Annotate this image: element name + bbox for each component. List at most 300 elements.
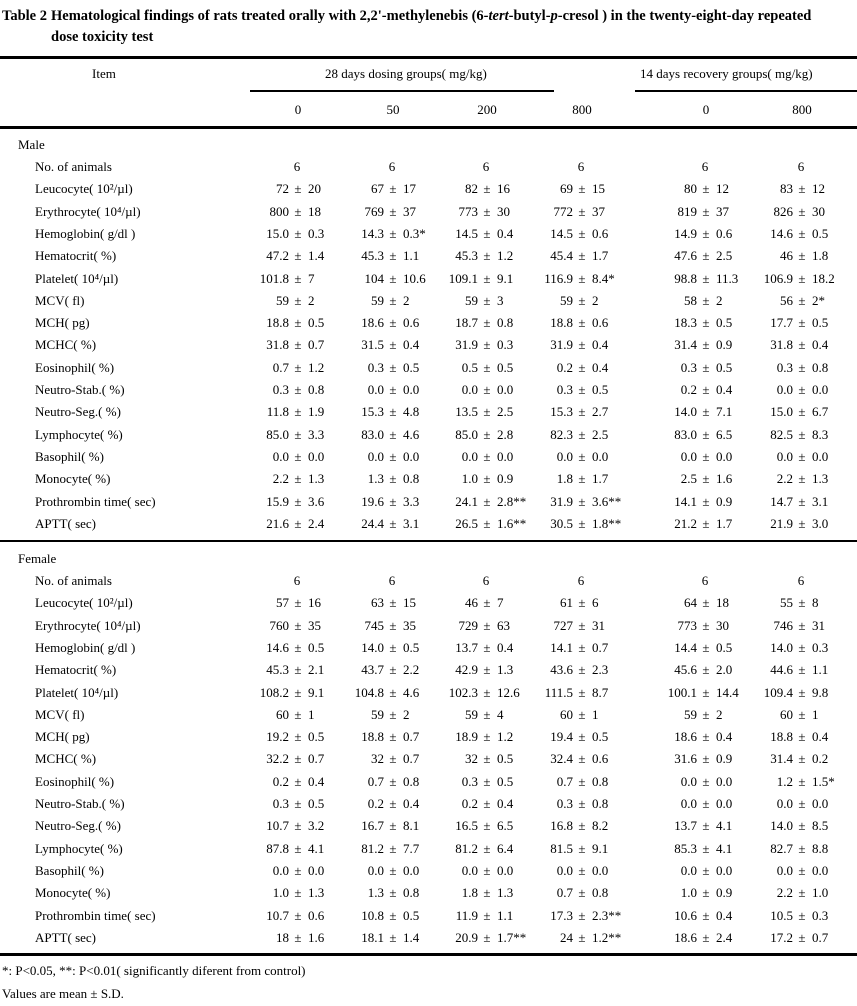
mean-value: 17.2 (770, 929, 793, 945)
sd-value: 0.4 (497, 796, 514, 811)
dose-column-header: 0 (294, 102, 302, 117)
plus-minus-symbol: ± (578, 885, 586, 901)
plus-minus-symbol: ± (294, 248, 302, 264)
table-row (0, 248, 857, 270)
table-cell (753, 640, 849, 662)
plus-minus-symbol: ± (702, 617, 710, 633)
sd-value: 0.8 (497, 315, 514, 331)
table-cell (249, 494, 345, 516)
plus-minus-symbol: ± (798, 818, 806, 834)
plus-minus-symbol: ± (798, 929, 806, 945)
sd-value: 37 (592, 203, 605, 219)
table-row (0, 404, 857, 426)
plus-minus-symbol: ± (702, 337, 710, 353)
row-item-label: Neutro-Stab.( %) (35, 796, 125, 811)
table-cell (344, 707, 440, 729)
mean-value: 18.6 (674, 729, 697, 745)
table-cell (657, 796, 753, 818)
table-cell (249, 204, 345, 226)
mean-value: 59 (371, 706, 384, 722)
sd-value: 4.1 (716, 818, 733, 834)
sd-value: 0.8 (592, 885, 609, 901)
mean-value: 43.6 (550, 662, 573, 678)
plus-minus-symbol: ± (702, 225, 710, 241)
table-cell (438, 751, 534, 773)
table-cell (249, 248, 345, 270)
plus-minus-symbol: ± (483, 929, 491, 945)
table-cell (249, 360, 345, 382)
mean-value: 85.0 (455, 426, 478, 442)
sd-value: 0.4 (403, 337, 420, 353)
row-item-label: Eosinophil( %) (35, 773, 115, 789)
table-cell (438, 271, 534, 293)
plus-minus-symbol: ± (389, 471, 397, 487)
plus-minus-symbol: ± (798, 907, 806, 923)
plus-minus-symbol: ± (798, 315, 806, 331)
mean-value: 21.6 (266, 515, 289, 531)
sd-value: 0.7 (403, 729, 420, 745)
table-cell (438, 818, 534, 840)
table-cell (657, 337, 753, 359)
table-cell (753, 707, 849, 729)
table-row (0, 818, 857, 840)
table-cell (344, 337, 440, 359)
plus-minus-symbol: ± (389, 907, 397, 923)
table-cell (438, 516, 534, 538)
sd-value: 0.0 (403, 448, 420, 464)
mean-value: 0.5 (461, 359, 478, 375)
table-cell (344, 427, 440, 449)
plus-minus-symbol: ± (798, 225, 806, 241)
table-cell (249, 271, 345, 293)
sd-value: 1.8 (812, 248, 829, 264)
row-item-label: Lymphocyte( %) (35, 426, 123, 442)
table-cell (438, 494, 534, 516)
table-cell (249, 427, 345, 449)
sd-value: 2.5 (592, 426, 609, 442)
mean-value: 18.8 (550, 315, 573, 331)
mean-value: 32 (371, 751, 384, 767)
table-cell (344, 516, 440, 538)
plus-minus-symbol: ± (798, 840, 806, 856)
sd-value: 0.0 (812, 862, 829, 878)
table-cell (438, 449, 534, 471)
plus-minus-symbol: ± (578, 203, 586, 219)
table-cell (344, 818, 440, 840)
table-cell (438, 729, 534, 751)
mean-value: 47.2 (266, 248, 289, 264)
table-cell (344, 885, 440, 907)
table-cell (753, 662, 849, 684)
plus-minus-symbol: ± (578, 515, 586, 531)
plus-minus-symbol: ± (389, 595, 397, 611)
sd-value: 0.8 (403, 471, 420, 487)
mean-value: 13.7 (455, 639, 478, 655)
sd-value: 6.7 (812, 404, 829, 420)
table-cell (657, 181, 753, 203)
table-cell (533, 181, 629, 203)
mean-value: 1.0 (272, 885, 289, 901)
plus-minus-symbol: ± (483, 493, 491, 509)
plus-minus-symbol: ± (702, 181, 710, 197)
plus-minus-symbol: ± (294, 225, 302, 241)
table-cell (533, 404, 629, 426)
sd-value: 35 (403, 617, 416, 633)
mean-value: 10.8 (361, 907, 384, 923)
mean-value: 32 (465, 751, 478, 767)
title-part: Hematological findings of rats treated orally with 2,2'-methylenebis (6- (51, 8, 489, 24)
mean-value: 0.0 (776, 796, 793, 811)
plus-minus-symbol: ± (294, 929, 302, 945)
plus-minus-symbol: ± (294, 862, 302, 878)
plus-minus-symbol: ± (389, 493, 397, 509)
table-cell (344, 271, 440, 293)
sd-value: 0.5 (497, 773, 514, 789)
mean-value: 59 (560, 292, 573, 308)
mean-value: 18.8 (770, 729, 793, 745)
mean-value: 0.3 (272, 382, 289, 397)
table-cell (533, 382, 629, 404)
sd-value: 15 (403, 595, 416, 611)
animal-count: 6 (797, 159, 805, 174)
header-bottom-rule (0, 126, 857, 129)
table-cell (753, 751, 849, 773)
mean-value: 773 (458, 203, 478, 219)
plus-minus-symbol: ± (483, 270, 491, 286)
table-cell (657, 494, 753, 516)
table-row (0, 685, 857, 707)
sd-value: 9.1 (592, 840, 609, 856)
table-cell (753, 595, 849, 617)
row-item-label: MCV( fl) (35, 706, 85, 722)
mean-value: 0.3 (461, 773, 478, 789)
plus-minus-symbol: ± (483, 818, 491, 834)
table-cell (533, 471, 629, 493)
table-cell (344, 360, 440, 382)
mean-value: 10.7 (266, 818, 289, 834)
mean-value: 56 (780, 292, 793, 308)
sd-value: 2 (308, 292, 315, 308)
table-cell (657, 159, 753, 181)
plus-minus-symbol: ± (798, 471, 806, 487)
table-cell (533, 930, 629, 952)
mean-value: 83.0 (674, 426, 697, 442)
sd-value: 0.5 (403, 359, 420, 375)
table-cell (753, 841, 849, 863)
table-cell (438, 640, 534, 662)
mean-value: 14.3 (361, 225, 384, 241)
table-cell (344, 640, 440, 662)
plus-minus-symbol: ± (578, 448, 586, 464)
plus-minus-symbol: ± (578, 729, 586, 745)
plus-minus-symbol: ± (578, 337, 586, 353)
sd-value: 0.8 (592, 773, 609, 789)
sd-value: 0.0 (497, 382, 514, 397)
table-cell (533, 293, 629, 315)
sd-value: 0.5 (497, 359, 514, 375)
mean-value: 21.9 (770, 515, 793, 531)
table-cell (249, 293, 345, 315)
plus-minus-symbol: ± (798, 181, 806, 197)
mean-value: 31.9 (550, 337, 573, 353)
sd-value: 0.0 (308, 862, 325, 878)
mean-value: 14.0 (674, 404, 697, 420)
table-cell (533, 818, 629, 840)
table-cell (249, 796, 345, 818)
plus-minus-symbol: ± (294, 337, 302, 353)
sd-value: 15 (592, 181, 605, 197)
table-cell (344, 685, 440, 707)
mean-value: 43.7 (361, 662, 384, 678)
table-row (0, 471, 857, 493)
sd-value: 1.6 (716, 471, 733, 487)
animal-count: 6 (701, 159, 709, 174)
table-cell (753, 796, 849, 818)
plus-minus-symbol: ± (578, 292, 586, 308)
animal-count: 6 (482, 573, 490, 588)
table-cell (249, 662, 345, 684)
sd-value: 0.5 (308, 796, 325, 811)
table-cell (657, 315, 753, 337)
table-row (0, 573, 857, 595)
table-cell (438, 181, 534, 203)
table-cell (753, 908, 849, 930)
sd-value: 3.3 (403, 493, 420, 509)
row-item-label: Platelet( 10⁴/µl) (35, 270, 119, 286)
plus-minus-symbol: ± (578, 706, 586, 722)
sd-value: 0.0 (716, 773, 733, 789)
table-cell (533, 516, 629, 538)
sd-value: 1.2 (497, 248, 514, 264)
sd-value: 4.1 (716, 840, 733, 856)
mean-value: 14.0 (770, 818, 793, 834)
mean-value: 819 (677, 203, 697, 219)
table-row (0, 729, 857, 751)
animal-count: 6 (388, 573, 396, 588)
mean-value: 772 (553, 203, 573, 219)
mean-value: 46 (465, 595, 478, 611)
dose-column-header: 800 (792, 102, 812, 117)
sd-value: 2* (812, 292, 825, 308)
mean-value: 11.9 (455, 907, 478, 923)
sd-value: 20 (308, 181, 321, 197)
table-cell (753, 337, 849, 359)
plus-minus-symbol: ± (483, 337, 491, 353)
sd-value: 3.6** (592, 493, 622, 509)
sd-value: 1.9 (308, 404, 325, 420)
animal-count: 6 (388, 159, 396, 174)
mean-value: 0.7 (367, 773, 384, 789)
mean-value: 58 (684, 292, 697, 308)
mean-value: 104 (364, 270, 384, 286)
mean-value: 1.8 (461, 885, 478, 901)
mean-value: 24 (560, 929, 573, 945)
table-cell (249, 315, 345, 337)
sd-value: 1.6** (497, 515, 527, 531)
plus-minus-symbol: ± (578, 929, 586, 945)
plus-minus-symbol: ± (294, 181, 302, 197)
plus-minus-symbol: ± (798, 382, 806, 397)
table-row (0, 841, 857, 863)
table-cell (657, 908, 753, 930)
plus-minus-symbol: ± (483, 225, 491, 241)
sd-value: 0.0 (812, 382, 829, 397)
table-cell (438, 404, 534, 426)
table-cell (753, 404, 849, 426)
mean-value: 47.6 (674, 248, 697, 264)
animal-count: 6 (482, 159, 490, 174)
sd-value: 0.5 (403, 907, 420, 923)
sd-value: 0.2 (812, 751, 829, 767)
plus-minus-symbol: ± (578, 617, 586, 633)
sd-value: 10.6 (403, 270, 426, 286)
sd-value: 2.1 (308, 662, 325, 678)
section-label-female: Female (18, 551, 57, 566)
table-row (0, 427, 857, 449)
mean-value: 0.7 (556, 773, 573, 789)
mean-value: 20.9 (455, 929, 478, 945)
plus-minus-symbol: ± (483, 181, 491, 197)
plus-minus-symbol: ± (389, 359, 397, 375)
plus-minus-symbol: ± (294, 617, 302, 633)
sd-value: 0.5 (308, 639, 325, 655)
mean-value: 14.5 (550, 225, 573, 241)
plus-minus-symbol: ± (702, 796, 710, 811)
sd-value: 0.4 (716, 729, 733, 745)
plus-minus-symbol: ± (798, 359, 806, 375)
sd-value: 1.0 (812, 885, 829, 901)
plus-minus-symbol: ± (294, 595, 302, 611)
plus-minus-symbol: ± (483, 359, 491, 375)
plus-minus-symbol: ± (294, 706, 302, 722)
table-cell (533, 595, 629, 617)
plus-minus-symbol: ± (294, 515, 302, 531)
plus-minus-symbol: ± (483, 885, 491, 901)
table-cell (657, 818, 753, 840)
mean-value: 18 (276, 929, 289, 945)
sd-value: 4.6 (403, 426, 420, 442)
mean-value: 60 (780, 706, 793, 722)
sd-value: 1.1 (812, 662, 829, 678)
mean-value: 87.8 (266, 840, 289, 856)
table-cell (657, 885, 753, 907)
table-cell (344, 181, 440, 203)
table-cell (657, 382, 753, 404)
plus-minus-symbol: ± (294, 818, 302, 834)
table-row (0, 707, 857, 729)
table-cell (344, 248, 440, 270)
mean-value: 0.2 (367, 796, 384, 811)
plus-minus-symbol: ± (294, 404, 302, 420)
mean-value: 2.2 (776, 471, 793, 487)
title-part: -butyl- (508, 8, 551, 24)
sd-value: 0.4 (308, 773, 325, 789)
plus-minus-symbol: ± (578, 248, 586, 264)
table-row (0, 774, 857, 796)
row-item-label: Eosinophil( %) (35, 359, 115, 375)
sd-value: 0.0 (716, 448, 733, 464)
sd-value: 1.3 (812, 471, 829, 487)
plus-minus-symbol: ± (294, 639, 302, 655)
table-cell (249, 573, 345, 595)
table-cell (533, 885, 629, 907)
mean-value: 0.3 (272, 796, 289, 811)
mean-value: 0.3 (776, 359, 793, 375)
dosing-group-header: 28 days dosing groups( mg/kg) (325, 66, 487, 81)
sd-value: 0.5 (308, 315, 325, 331)
sd-value: 16 (308, 595, 321, 611)
plus-minus-symbol: ± (294, 662, 302, 678)
sd-value: 0.8 (812, 359, 829, 375)
table-cell (344, 618, 440, 640)
table-cell (438, 908, 534, 930)
sd-value: 6.5 (497, 818, 514, 834)
plus-minus-symbol: ± (483, 907, 491, 923)
plus-minus-symbol: ± (578, 862, 586, 878)
plus-minus-symbol: ± (578, 181, 586, 197)
table-cell (438, 841, 534, 863)
mean-value: 31.8 (266, 337, 289, 353)
table-cell (344, 751, 440, 773)
table-cell (344, 595, 440, 617)
table-cell (344, 908, 440, 930)
row-item-label: Monocyte( %) (35, 471, 111, 487)
mean-value: 0.0 (680, 773, 697, 789)
sd-value: 0.5 (812, 315, 829, 331)
table-cell (249, 930, 345, 952)
table-cell (657, 774, 753, 796)
plus-minus-symbol: ± (578, 225, 586, 241)
table-cell (657, 204, 753, 226)
sd-value: 3.3 (308, 426, 325, 442)
sd-value: 8 (812, 595, 819, 611)
sd-value: 1.2** (592, 929, 622, 945)
table-cell (249, 841, 345, 863)
row-item-label: Hematocrit( %) (35, 662, 117, 678)
plus-minus-symbol: ± (702, 404, 710, 420)
table-row (0, 595, 857, 617)
table-cell (657, 471, 753, 493)
sd-value: 0.3* (403, 225, 426, 241)
table-cell (533, 618, 629, 640)
table-cell (753, 618, 849, 640)
table-cell (438, 248, 534, 270)
row-item-label: No. of animals (35, 573, 112, 588)
table-cell (657, 751, 753, 773)
table-cell (249, 181, 345, 203)
table-row (0, 908, 857, 930)
sd-value: 8.1 (403, 818, 420, 834)
recovery-group-underline (635, 90, 857, 92)
sd-value: 0.5 (716, 639, 733, 655)
plus-minus-symbol: ± (483, 862, 491, 878)
table-cell (533, 685, 629, 707)
mean-value: 0.0 (461, 382, 478, 397)
plus-minus-symbol: ± (389, 426, 397, 442)
table-cell (344, 293, 440, 315)
table-cell (344, 729, 440, 751)
sd-value: 2 (403, 292, 410, 308)
table-cell (344, 315, 440, 337)
plus-minus-symbol: ± (389, 382, 397, 397)
table-cell (753, 427, 849, 449)
table-cell (657, 841, 753, 863)
dosing-group-underline (250, 90, 554, 92)
table-cell (533, 707, 629, 729)
plus-minus-symbol: ± (389, 729, 397, 745)
sd-value: 2.8** (497, 493, 527, 509)
sd-value: 9.8 (812, 684, 829, 700)
